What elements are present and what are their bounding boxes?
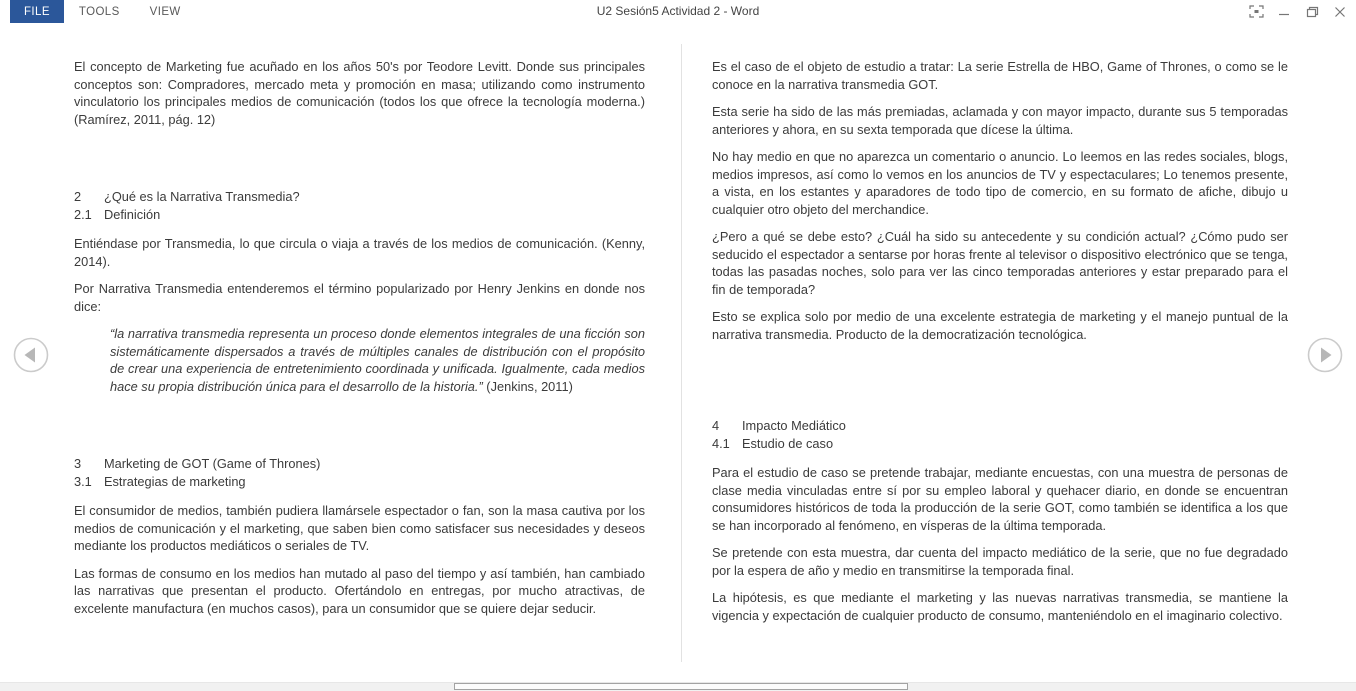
quote-citation: (Jenkins, 2011) xyxy=(482,378,573,394)
paragraph: Esto se explica solo por medio de una excelente estrategia de marketing y el manejo puntual de la narrativa transmedia. Producto de la democratización tecnológica. xyxy=(712,309,1288,342)
heading-text: Estrategias de marketing xyxy=(104,473,246,489)
heading-section-4 xyxy=(712,417,1288,435)
close-button[interactable] xyxy=(1326,0,1354,23)
page-right xyxy=(712,58,1288,634)
heading-text: Definición xyxy=(104,206,161,222)
paragraph: La hipótesis, es que mediante el marketing y las nuevas narrativas transmedia, se mantiene la vigencia y expectación de cualquier producto de consumo, manteniéndolo en el imaginario colectivo. xyxy=(712,590,1288,623)
window-title: U2 Sesión5 Actividad 2 - Word xyxy=(596,4,760,18)
tab-file[interactable]: FILE xyxy=(10,0,64,23)
horizontal-scrollbar-thumb[interactable] xyxy=(454,683,908,690)
heading-number: 4.1 xyxy=(712,435,730,451)
fullscreen-toggle-icon xyxy=(1249,5,1264,18)
minimize-icon xyxy=(1278,6,1290,18)
heading-section-4-1 xyxy=(712,435,1288,453)
paragraph: Esta serie ha sido de las más premiadas, aclamada y con mayor impacto, durante sus 5 temporadas anteriores y ahora, en su sexta temporada que dícese la última. xyxy=(712,104,1288,137)
heading-section-2-1 xyxy=(74,206,645,224)
paragraph: ¿Pero a qué se debe esto? ¿Cuál ha sido su antecedente y su condición actual? ¿Cómo pudo ser seducido el espectador a sentarse por horas frente al televisor o dispositivo electrónico que se tenga, todas las pasadas noches, solo para ver las cinco temporadas anteriores y estar preparado para el fin de temporada? xyxy=(712,229,1288,297)
next-page-button[interactable] xyxy=(1306,336,1344,374)
previous-page-button[interactable] xyxy=(12,336,50,374)
heading-section-2 xyxy=(74,188,645,206)
heading-text: Impacto Mediático xyxy=(742,418,846,433)
heading-number: 4 xyxy=(712,418,720,433)
heading-text: ¿Qué es la Narrativa Transmedia? xyxy=(104,189,300,204)
paragraph: Las formas de consumo en los medios han mutado al paso del tiempo y así también, han cambiado las narrativas que presentan el producto. Ofertándolo en entregas, por mucho atractivas, de excelente manufactura (en muchos casos), para un consumidor que se quiere dejar seducir. xyxy=(74,565,645,616)
heading-section-3 xyxy=(74,455,645,473)
paragraph: Es el caso de el objeto de estudio a tratar: La serie Estrella de HBO, Game of Thrones, o como se le conoce en la narrativa transmedia GOT. xyxy=(712,59,1288,92)
title-bar xyxy=(0,0,1356,23)
block-quote xyxy=(110,325,645,395)
minimize-button[interactable] xyxy=(1270,0,1298,23)
heading-number: 3 xyxy=(74,456,82,471)
tab-view[interactable]: VIEW xyxy=(149,5,181,18)
tab-tools[interactable]: TOOLS xyxy=(78,5,120,18)
fullscreen-toggle-button[interactable] xyxy=(1242,0,1270,23)
quote-text: “la narrativa transmedia representa un proceso donde elementos integrales de una ficción son sistemáticamente dispersados a través de múltiples canales de distribución con el propósito de crear una experiencia de entretenimiento coordinada y unificada. Igualmente, cada medios hace su propia distribución única para el desarrollo de la historia.” xyxy=(110,326,645,394)
close-icon xyxy=(1334,6,1346,18)
page-divider xyxy=(681,44,682,662)
restore-button[interactable] xyxy=(1298,0,1326,23)
restore-icon xyxy=(1306,6,1319,18)
window-controls xyxy=(1242,0,1354,23)
heading-number: 2 xyxy=(74,189,82,204)
paragraph: Entiéndase por Transmedia, lo que circula o viaja a través de los medios de comunicación. (Kenny, 2014). xyxy=(74,236,645,269)
chevron-left-icon xyxy=(12,336,50,374)
heading-number: 2.1 xyxy=(74,206,92,222)
paragraph: No hay medio en que no aparezca un comentario o anuncio. Lo leemos en las redes sociales, blogs, medios impresos, así como lo vemos en los anuncios de TV y espectaculares; Lo tenemos presente, a vista, en los estantes y aparadores de todo tipo de comercio, en su formato de afiche, dibujo u cualquier otro objeto del merchandice. xyxy=(712,149,1288,217)
heading-number: 3.1 xyxy=(74,473,92,489)
chevron-right-icon xyxy=(1306,336,1344,374)
heading-text: Marketing de GOT (Game of Thrones) xyxy=(104,456,321,471)
paragraph: El concepto de Marketing fue acuñado en los años 50's por Teodore Levitt. Donde sus principales conceptos son: Compradores, mercado meta y promoción en masa; utilizando como instrumento vinculatorio los principales medios de comunicación (todos los que ofrece la tecnología moderna.) (Ramírez, 2011, pág. 12) xyxy=(74,59,645,127)
heading-text: Estudio de caso xyxy=(742,435,834,451)
paragraph: Para el estudio de caso se pretende trabajar, mediante encuestas, con una muestra de personas de clase media vinculadas entre sí por su empleo laboral y quehacer diario, en donde se encuentran consumidores históricos de toda la producción de la serie GOT, como también se identifica a los que se han incorporado al fenómeno, en vísperas de la última temporada. xyxy=(712,465,1288,533)
heading-section-3-1 xyxy=(74,473,645,491)
paragraph: Por Narrativa Transmedia entenderemos el término popularizado por Henry Jenkins en donde nos dice: xyxy=(74,281,645,314)
horizontal-scrollbar-track[interactable] xyxy=(0,682,1356,691)
paragraph: Se pretende con esta muestra, dar cuenta del impacto mediático de la serie, que no fue degradado por la espera de año y medio en transmitirse la temporada final. xyxy=(712,545,1288,578)
page-left xyxy=(74,58,645,627)
paragraph: El consumidor de medios, también pudiera llamársele espectador o fan, son la masa cautiva por los medios de comunicación y el marketing, que saben bien como satisfacer sus necesidades y deseos mediante los productos mediáticos o seriales de TV. xyxy=(74,503,645,553)
